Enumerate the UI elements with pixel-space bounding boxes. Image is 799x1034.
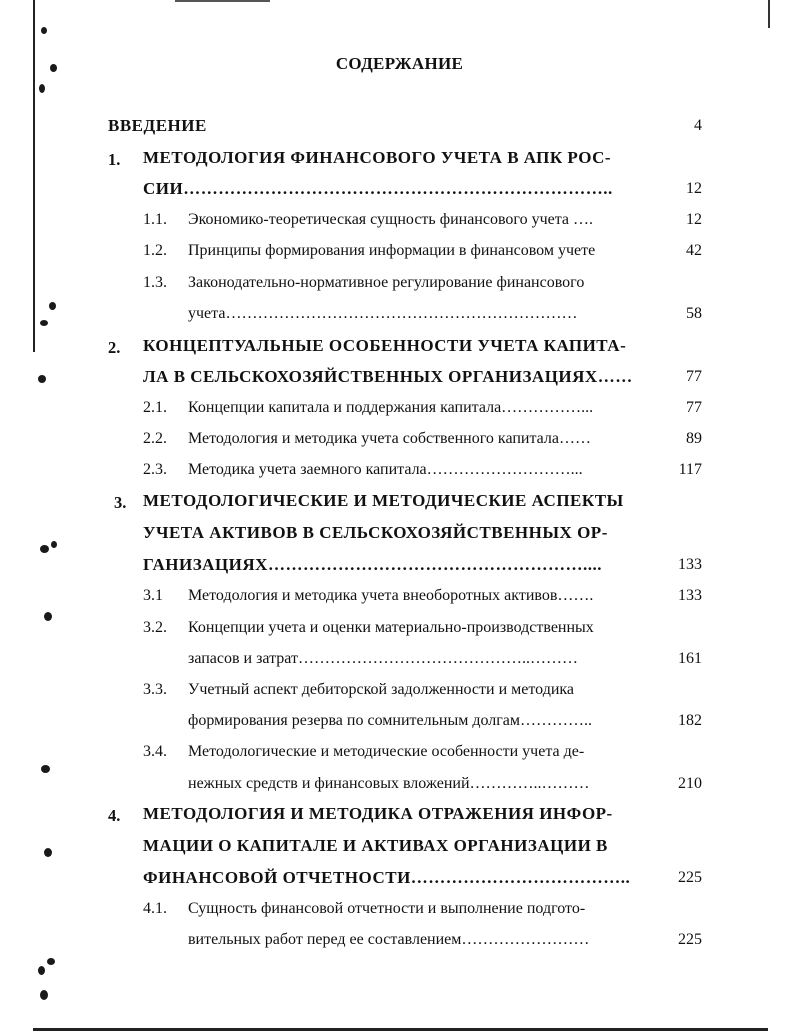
toc-subsection-title: Методология и методика учета внеоборотных активов……. [188,587,594,604]
toc-section-page: 225 [678,869,702,886]
toc-subsection-number: 1.1. [143,211,167,228]
toc-subsection-page: 225 [678,931,702,948]
toc-subsection-page: 182 [678,712,702,729]
scan-speck [49,302,56,310]
toc-section-title: МЕТОДОЛОГИЯ ФИНАНСОВОГО УЧЕТА В АПК РОС- [143,148,612,167]
toc-subsection-page: 42 [686,242,702,259]
toc-subsection-title: Учетный аспект дебиторской задолженности и методика [188,681,575,698]
toc-section-title: ФИНАНСОВОЙ ОТЧЕТНОСТИ……………………………….. [143,868,631,887]
scan-speck [39,84,45,93]
toc-subsection-number: 3.1 [143,587,163,604]
toc-subsection-page: 210 [678,775,702,792]
toc-section-title: СИИ……………………………………………………………….. [143,179,613,198]
scan-speck [44,612,52,621]
toc-subsection-page: 58 [686,305,702,322]
scan-edge-top [175,0,270,2]
scan-edge-bottom [33,1028,768,1031]
toc-section-page: 12 [686,180,702,197]
toc-subsection-title: Концепции капитала и поддержания капитала……………... [188,399,594,416]
scan-speck [47,958,55,965]
toc-intro-page: 4 [694,117,702,134]
toc-section-page: 77 [686,368,702,385]
toc-subsection-page: 133 [678,587,702,604]
toc-subsection-title: Принципы формирования информации в финансовом учете [188,242,596,259]
toc-subsection-page: 117 [678,461,702,478]
toc-section-title: ЛА В СЕЛЬСКОХОЗЯЙСТВЕННЫХ ОРГАНИЗАЦИЯХ…… [143,367,633,386]
toc-subsection-title: Сущность финансовой отчетности и выполнение подгото- [188,900,586,917]
scan-speck [44,848,52,857]
toc-section-number: 1. [108,150,121,169]
toc-section-title: МЕТОДОЛОГИЯ И МЕТОДИКА ОТРАЖЕНИЯ ИНФОР- [143,804,613,823]
toc-subsection-page: 77 [686,399,702,416]
toc-section-title: КОНЦЕПТУАЛЬНЫЕ ОСОБЕННОСТИ УЧЕТА КАПИТА- [143,336,627,355]
toc-subsection-title: Методика учета заемного капитала………………………... [188,461,583,478]
scan-speck [40,545,49,553]
scan-speck [41,765,50,773]
toc-subsection-title: запасов и затрат……………………………………..……… [188,650,578,667]
toc-section-title: МЕТОДОЛОГИЧЕСКИЕ И МЕТОДИЧЕСКИЕ АСПЕКТЫ [143,491,624,510]
toc-subsection-title: учета………………………………………………………… [188,305,578,322]
toc-section-title: ГАНИЗАЦИЯХ……………………………………………….... [143,555,602,574]
scan-edge-left [33,0,35,352]
toc-subsection-title: Методология и методика учета собственного капитала…… [188,430,591,447]
toc-section-number: 3. [114,493,127,512]
toc-subsection-number: 2.3. [143,461,167,478]
page-title: СОДЕРЖАНИЕ [335,54,464,73]
toc-subsection-page: 12 [686,211,702,228]
toc-section-title: УЧЕТА АКТИВОВ В СЕЛЬСКОХОЗЯЙСТВЕННЫХ ОР- [143,523,608,542]
scan-speck [51,541,57,548]
toc-section-number: 2. [108,338,121,357]
toc-section-page: 133 [678,556,702,573]
toc-subsection-title: Экономико-теоретическая сущность финансового учета …. [188,211,594,228]
toc-subsection-number: 3.3. [143,681,167,698]
toc-intro-label: ВВЕДЕНИЕ [108,116,207,135]
toc-subsection-number: 4.1. [143,900,167,917]
toc-subsection-title: нежных средств и финансовых вложений…………..……… [188,775,590,792]
toc-subsection-number: 2.2. [143,430,167,447]
toc-subsection-title: формирования резерва по сомнительным долгам………….. [188,712,593,729]
toc-subsection-number: 1.3. [143,274,167,291]
toc-subsection-title: Методологические и методические особенности учета де- [188,743,585,760]
toc-subsection-title: вительных работ перед ее составлением…………………… [188,931,590,948]
scan-edge-top-right [768,0,770,28]
scan-speck [38,375,46,383]
scan-speck [41,27,47,34]
toc-subsection-page: 161 [678,650,702,667]
toc-subsection-number: 3.4. [143,743,167,760]
scan-speck [40,320,48,326]
toc-subsection-title: Концепции учета и оценки материально-производственных [188,619,594,636]
toc-subsection-number: 1.2. [143,242,167,259]
toc-subsection-number: 3.2. [143,619,167,636]
toc-subsection-title: Законодательно-нормативное регулирование финансового [188,274,585,291]
scan-speck [38,966,45,975]
toc-section-title: МАЦИИ О КАПИТАЛЕ И АКТИВАХ ОРГАНИЗАЦИИ В [143,836,608,855]
toc-subsection-number: 2.1. [143,399,167,416]
scan-speck [40,990,48,1000]
toc-section-number: 4. [108,806,121,825]
toc-subsection-page: 89 [686,430,702,447]
